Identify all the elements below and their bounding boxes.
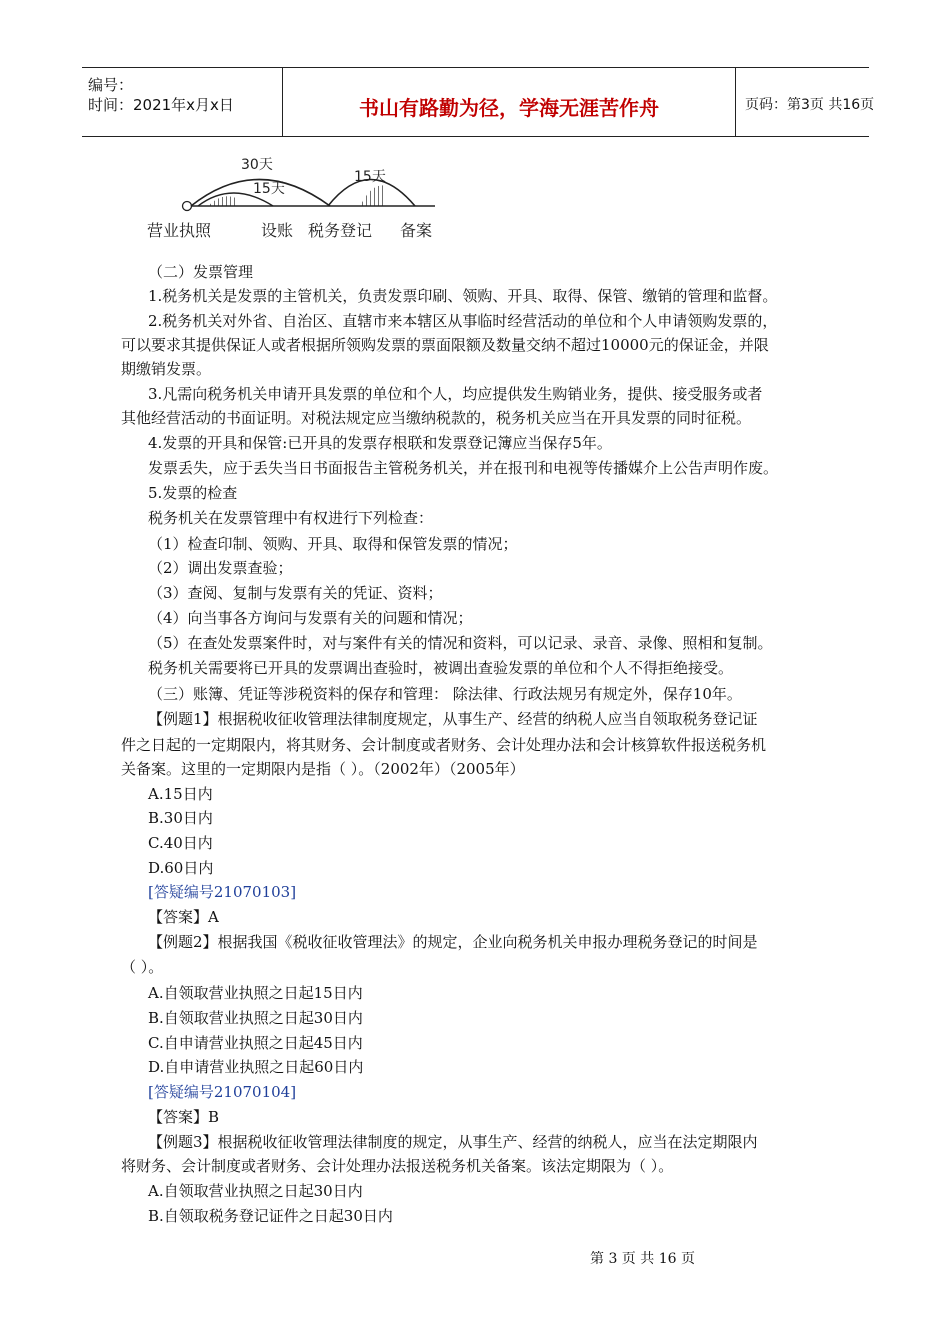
document-number-label: 编号： (88, 76, 134, 94)
label-15-days-second: 15天 (354, 169, 386, 185)
registration-timeline-diagram (147, 148, 448, 243)
paragraph-line: 发票丢失，应于丢失当日书面报告主管税务机关，并在报刊和电视等传播媒介上公告声明作废。 (148, 459, 779, 477)
paragraph-line: 其他经营活动的书面证明。对税法规定应当缴纳税款的，税务机关应当在开具发票的同时征税。 (121, 409, 752, 427)
paragraph-line: 可以要求其提供保证人或者根据所领购发票的票面限额及数量交纳不超过10000元的保证金，并限 (121, 336, 769, 354)
label-30-days: 30天 (241, 157, 273, 173)
qa-reference-link[interactable]: [答疑编号21070104] (148, 1083, 297, 1101)
answer-option: D.自申请营业执照之日起60日内 (148, 1058, 364, 1076)
page-footer: 第 3 页 共 16 页 (590, 1251, 695, 1267)
qa-reference-link[interactable]: [答疑编号21070103] (148, 883, 297, 901)
list-item: （4）向当事各方询问与发票有关的问题和情况； (148, 609, 473, 627)
header-info-cell (82, 68, 282, 136)
list-item: （2）调出发票查验； (148, 559, 293, 577)
paragraph-line: 4.发票的开具和保管:已开具的发票存根联和发票登记簿应当保存5年。 (148, 434, 612, 452)
paragraph-line: 5.发票的检查 (148, 484, 238, 502)
paragraph-line: 3.凡需向税务机关申请开具发票的单位和个人，均应提供发生购销业务，提供、接受服务或者 (148, 385, 763, 403)
label-business-license: 营业执照 (147, 221, 212, 240)
answer-option: B.30日内 (148, 809, 213, 827)
paragraph-line: 1.税务机关是发票的主管机关，负责发票印刷、领购、开具、取得、保管、缴销的管理和监督。 (148, 287, 778, 305)
label-15-days-first: 15天 (253, 181, 285, 197)
header-page-cell (735, 68, 875, 136)
label-tax-registration: 税务登记 (308, 221, 373, 240)
answer-option: C.自申请营业执照之日起45日内 (148, 1034, 363, 1052)
answer-key: 【答案】A (148, 908, 219, 926)
answer-option: B.自领取税务登记证件之日起30日内 (148, 1207, 393, 1225)
label-filing: 备案 (400, 221, 433, 240)
example-question-line: 件之日起的一定期限内，将其财务、会计制度或者财务、会计处理办法和会计核算软件报送税务机 (121, 736, 767, 754)
list-item: （5）在查处发票案件时，对与案件有关的情况和资料，可以记录、录音、录像、照相和复制。 (148, 634, 773, 652)
paragraph-line: 期缴销发票。 (121, 360, 212, 378)
example-question-line: 【例题2】根据我国《税收征收管理法》的规定，企业向税务机关申报办理税务登记的时间是 (148, 933, 758, 951)
answer-option: D.60日内 (148, 859, 214, 877)
paragraph-line: 税务机关在发票管理中有权进行下列检查： (148, 509, 434, 527)
list-item: （1）检查印制、领购、开具、取得和保管发票的情况； (148, 535, 518, 553)
example-question-line: （ ）。 (121, 958, 164, 976)
answer-option: A.15日内 (148, 785, 213, 803)
section-heading-records: （三）账簿、凭证等涉税资料的保存和管理： 除法律、行政法规另有规定外，保存10年。 (148, 685, 742, 703)
example-question-line: 【例题3】根据税收征收管理法律制度的规定，从事生产、经营的纳税人，应当在法定期限内 (148, 1133, 758, 1151)
example-question-line: 关备案。这里的一定期限内是指（ ）。（2002年）（2005年） (121, 760, 525, 778)
header-page-info: 页码：第3页 共16页 (745, 97, 875, 113)
answer-option: A.自领取营业执照之日起30日内 (148, 1182, 363, 1200)
start-node (183, 202, 192, 211)
answer-option: C.40日内 (148, 834, 213, 852)
answer-option: A.自领取营业执照之日起15日内 (148, 984, 363, 1002)
section-heading-invoice: （二）发票管理 (148, 263, 254, 281)
list-item: （3）查阅、复制与发票有关的凭证、资料； (148, 584, 443, 602)
paragraph-line: 2.税务机关对外省、自治区、直辖市来本辖区从事临时经营活动的单位和个人申请领购发票的， (148, 312, 778, 330)
page-header (82, 67, 875, 137)
answer-option: B.自领取营业执照之日起30日内 (148, 1009, 363, 1027)
paragraph-line: 税务机关需要将已开具的发票调出查验时，被调出查验发票的单位和个人不得拒绝接受。 (148, 659, 734, 677)
label-set-up-accounts: 设账 (261, 221, 294, 240)
header-motto: 书山有路勤为径，学海无涯苦作舟 (359, 96, 659, 120)
example-question-line: 【例题1】根据税收征收管理法律制度规定，从事生产、经营的纳税人应当自领取税务登记证 (148, 710, 758, 728)
document-time-label: 时间：2021年x月x日 (88, 96, 234, 114)
answer-key: 【答案】B (148, 1108, 220, 1126)
header-motto-cell (282, 68, 736, 136)
example-question-line: 将财务、会计制度或者财务、会计处理办法报送税务机关备案。该法定期限为（ ）。 (121, 1157, 674, 1175)
